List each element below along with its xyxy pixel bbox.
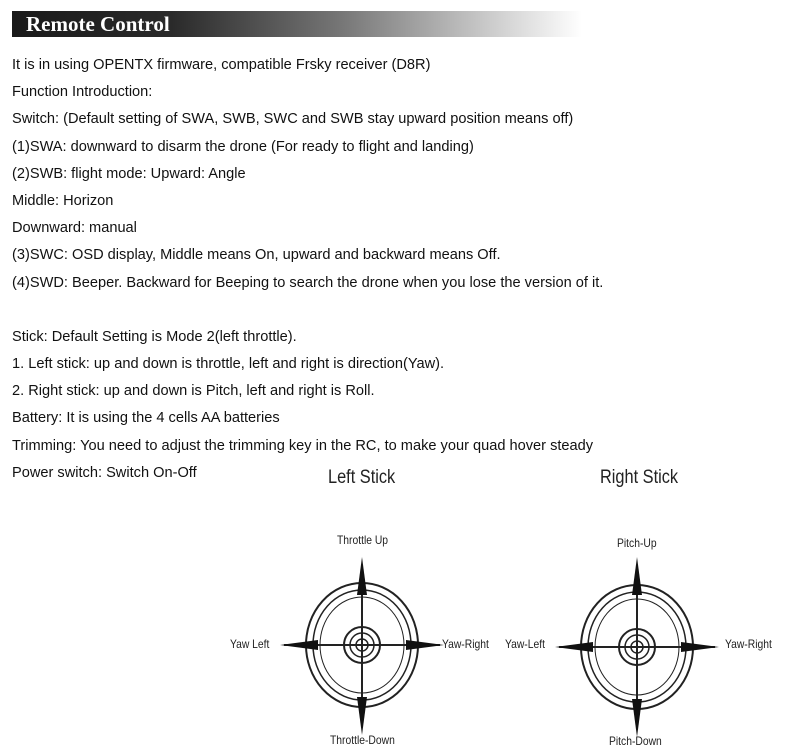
throttle-down-label: Throttle-Down — [330, 733, 395, 747]
text-line-power-switch: Power switch: Switch On-Off — [12, 464, 197, 481]
section-title: Remote Control — [26, 12, 170, 36]
left-stick-title: Left Stick — [328, 467, 396, 488]
throttle-up-label: Throttle Up — [337, 533, 389, 547]
blank-line — [12, 297, 792, 324]
text-line-stick-default: Stick: Default Setting is Mode 2(left throttle). — [12, 328, 297, 345]
yaw-left-label: Yaw-Left — [505, 637, 545, 651]
text-line-switch-default: Switch: (Default setting of SWA, SWB, SWC and SWB stay upward position means off) — [12, 111, 574, 128]
text-line-swd: (4)SWD: Beeper. Backward for Beeping to search the drone when you lose the version of it. — [12, 274, 604, 291]
text-line-downward: Downward: manual — [12, 220, 137, 237]
text-line-swb: (2)SWB: flight mode: Upward: Angle — [12, 165, 246, 182]
yaw-right-label: Yaw-Right — [725, 637, 772, 651]
text-line-middle: Middle: Horizon — [12, 192, 114, 209]
pitch-down-label: Pitch-Down — [609, 734, 662, 748]
text-line-right-stick: 2. Right stick: up and down is Pitch, left and right is Roll. — [12, 383, 375, 400]
pitch-up-label: Pitch-Up — [617, 536, 657, 550]
left-stick-diagram — [230, 525, 489, 752]
yaw-right-label: Yaw-Right — [442, 637, 489, 651]
left-stick-graphic — [262, 525, 462, 752]
text-line-function-intro: Function Introduction: — [12, 84, 153, 101]
right-stick-title: Right Stick — [600, 467, 679, 488]
text-line-firmware: It is in using OPENTX firmware, compatible Frsky receiver (D8R) — [12, 57, 431, 73]
right-stick-graphic — [537, 525, 737, 752]
section-header-bar — [12, 11, 582, 37]
text-line-swa: (1)SWA: downward to disarm the drone (For ready to flight and landing) — [12, 138, 474, 155]
text-line-trimming: Trimming: You need to adjust the trimming key in the RC, to make your quad hover steady — [12, 437, 594, 454]
body-text — [12, 52, 792, 487]
text-line-left-stick: 1. Left stick: up and down is throttle, left and right is direction(Yaw). — [12, 356, 445, 373]
right-stick-diagram — [505, 525, 772, 752]
text-line-battery: Battery: It is using the 4 cells AA batteries — [12, 410, 280, 427]
yaw-left-label: Yaw Left — [230, 637, 270, 651]
text-line-swc: (3)SWC: OSD display, Middle means On, upward and backward means Off. — [12, 247, 501, 264]
